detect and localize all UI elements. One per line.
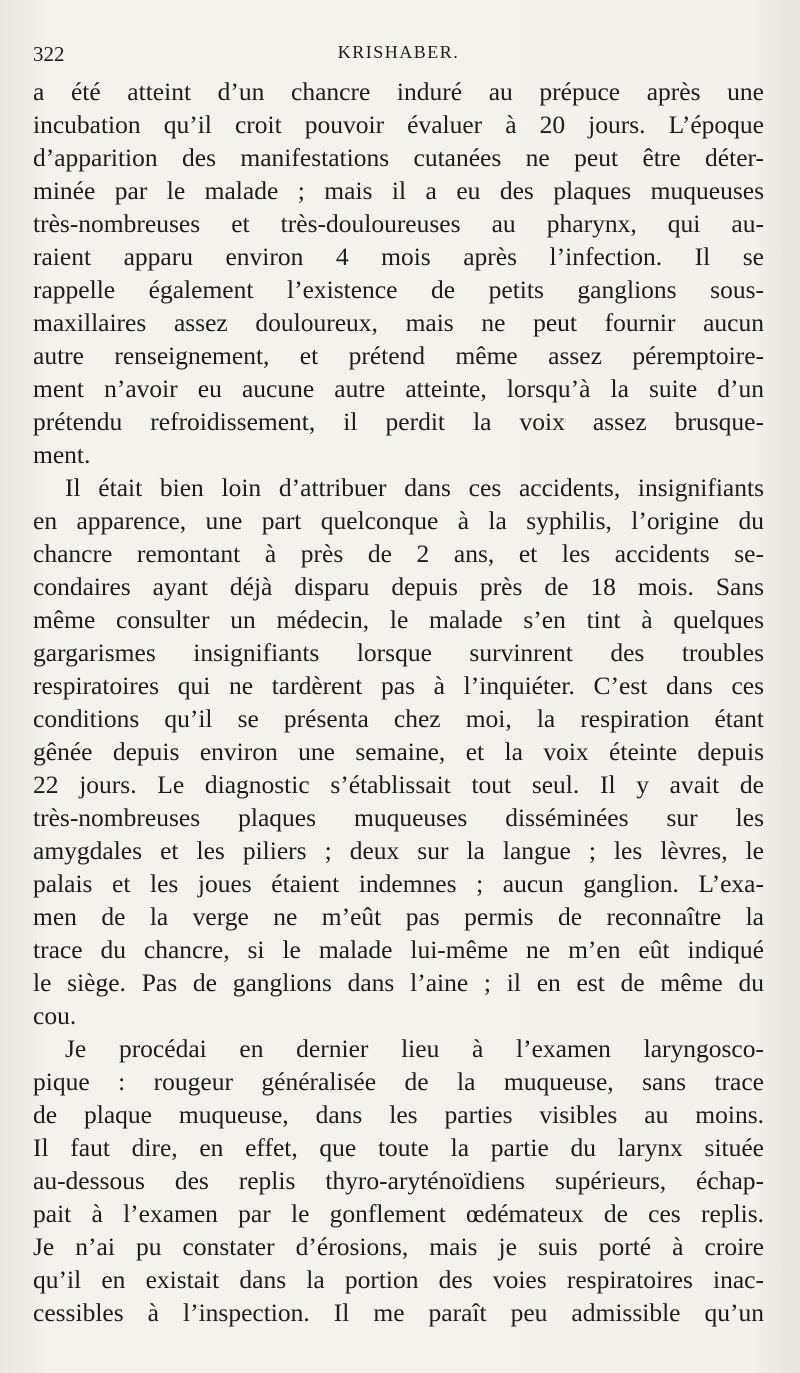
page-number: 322 [33, 42, 65, 66]
text-line: ment n’avoir eu aucune autre atteinte, lorsqu’à la suite d’un [33, 374, 764, 403]
text-line: trace du chancre, si le malade lui-même ne m’en eût indiqué [33, 935, 764, 964]
text-line: condaires ayant déjà disparu depuis près de 18 mois. Sans [33, 572, 764, 601]
text-line: d’apparition des manifestations cutanées ne peut être déter- [33, 143, 764, 172]
text-line: cessibles à l’inspection. Il me paraît peu admissible qu’un [33, 1298, 764, 1327]
running-head [33, 30, 764, 70]
text-line: respiratoires qui ne tardèrent pas à l’inquiéter. C’est dans ces [33, 671, 764, 700]
body-text [33, 75, 764, 1329]
text-line: 22 jours. Le diagnostic s’établissait tout seul. Il y avait de [33, 770, 764, 799]
text-line: rappelle également l’existence de petits ganglions sous- [33, 275, 764, 304]
text-line: très-nombreuses plaques muqueuses disséminées sur les [33, 803, 764, 832]
running-title: KRISHABER. [337, 42, 460, 62]
text-line: le siège. Pas de ganglions dans l’aine ; il en est de même du [33, 968, 764, 997]
text-line: Il faut dire, en effet, que toute la partie du larynx située [33, 1133, 764, 1162]
text-line: en apparence, une part quelconque à la syphilis, l’origine du [33, 506, 764, 535]
text-line: palais et les joues étaient indemnes ; aucun ganglion. L’exa- [33, 869, 764, 898]
text-line: chancre remontant à près de 2 ans, et les accidents se- [33, 539, 764, 568]
text-line: a été atteint d’un chancre induré au prépuce après une [33, 77, 764, 106]
text-line: gênée depuis environ une semaine, et la voix éteinte depuis [33, 737, 764, 766]
text-line: amygdales et les piliers ; deux sur la langue ; les lèvres, le [33, 836, 764, 865]
text-line: ment. [33, 440, 91, 469]
text-line: de plaque muqueuse, dans les parties visibles au moins. [33, 1100, 764, 1129]
text-line: Il était bien loin d’attribuer dans ces accidents, insignifiants [65, 473, 764, 502]
text-line: autre renseignement, et prétend même assez péremptoire- [33, 341, 764, 370]
text-line: qu’il en existait dans la portion des voies respiratoires inac- [33, 1265, 764, 1294]
text-line: Je n’ai pu constater d’érosions, mais je suis porté à croire [33, 1232, 764, 1261]
text-line: cou. [33, 1001, 77, 1030]
text-line: pait à l’examen par le gonflement œdémateux de ces replis. [33, 1199, 764, 1228]
text-line: très-nombreuses et très-douloureuses au pharynx, qui au- [33, 209, 764, 238]
text-line: gargarismes insignifiants lorsque survinrent des troubles [33, 638, 764, 667]
text-line: Je procédai en dernier lieu à l’examen laryngosco- [65, 1034, 764, 1063]
text-line: conditions qu’il se présenta chez moi, la respiration étant [33, 704, 764, 733]
text-line: même consulter un médecin, le malade s’en tint à quelques [33, 605, 764, 634]
text-line: au-dessous des replis thyro-aryténoïdiens supérieurs, échap- [33, 1166, 764, 1195]
text-line: minée par le malade ; mais il a eu des plaques muqueuses [33, 176, 764, 205]
text-line: incubation qu’il croit pouvoir évaluer à 20 jours. L’époque [33, 110, 764, 139]
text-line: raient apparu environ 4 mois après l’infection. Il se [33, 242, 764, 271]
text-line: men de la verge ne m’eût pas permis de reconnaître la [33, 902, 764, 931]
text-line: prétendu refroidissement, il perdit la voix assez brusque- [33, 407, 764, 436]
text-line: maxillaires assez douloureux, mais ne peut fournir aucun [33, 308, 764, 337]
text-line: pique : rougeur généralisée de la muqueuse, sans trace [33, 1067, 764, 1096]
